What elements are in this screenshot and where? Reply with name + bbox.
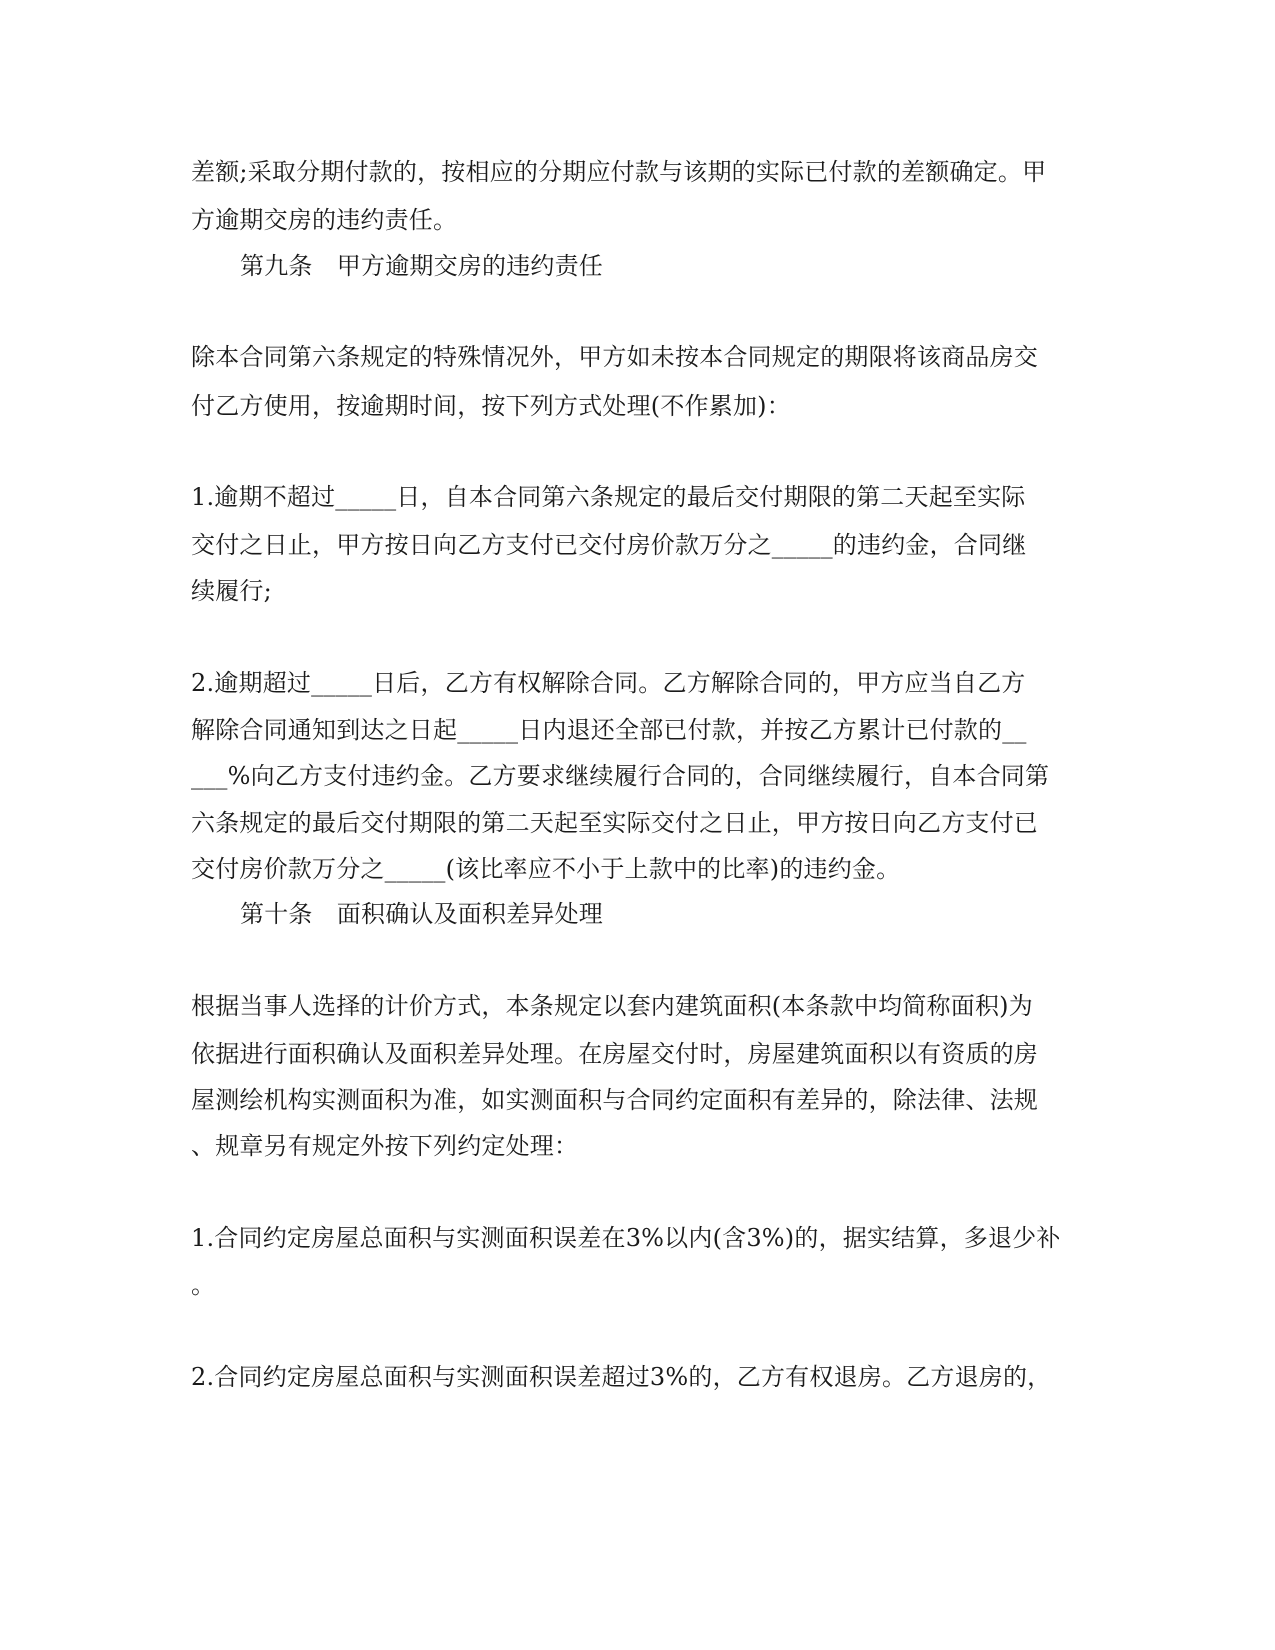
list-item-line: 解除合同通知到达之日起_____日内退还全部已付款，并按乙方累计已付款的__ — [191, 716, 1027, 744]
body-line: 、规章另有规定外按下列约定处理： — [191, 1132, 579, 1160]
list-item-line: 2.合同约定房屋总面积与实测面积误差超过3%的，乙方有权退房。乙方退房的， — [191, 1363, 1052, 1391]
list-item-line: 2.逾期超过_____日后，乙方有权解除合同。乙方解除合同的，甲方应当自乙方 — [191, 669, 1026, 697]
list-item-line: 1.逾期不超过_____日，自本合同第六条规定的最后交付期限的第二天起至实际 — [191, 483, 1026, 511]
list-item-line: 六条规定的最后交付期限的第二天起至实际交付之日止，甲方按日向乙方支付已 — [191, 809, 1038, 837]
body-line: 付乙方使用，按逾期时间，按下列方式处理(不作累加)： — [191, 392, 791, 420]
section-heading-article-10: 第十条 面积确认及面积差异处理 — [240, 900, 603, 928]
list-item-line: 交付之日止，甲方按日向乙方支付已交付房价款万分之_____的违约金，合同继 — [191, 531, 1027, 559]
body-line: 差额;采取分期付款的，按相应的分期应付款与该期的实际已付款的差额确定。甲 — [191, 158, 1047, 186]
body-line: 根据当事人选择的计价方式，本条规定以套内建筑面积(本条款中均简称面积)为 — [191, 992, 1033, 1020]
body-line: 依据进行面积确认及面积差异处理。在房屋交付时，房屋建筑面积以有资质的房 — [191, 1040, 1038, 1068]
list-item-line: 交付房价款万分之_____(该比率应不小于上款中的比率)的违约金。 — [191, 855, 901, 883]
body-line: 屋测绘机构实测面积为准，如实测面积与合同约定面积有差异的，除法律、法规 — [191, 1086, 1038, 1114]
list-item-line: 1.合同约定房屋总面积与实测面积误差在3%以内(含3%)的，据实结算，多退少补 — [191, 1224, 1061, 1252]
list-item-line: 续履行; — [191, 577, 272, 605]
section-heading-article-9: 第九条 甲方逾期交房的违约责任 — [240, 252, 603, 280]
body-line: 方逾期交房的违约责任。 — [191, 206, 458, 234]
list-item-line: 。 — [191, 1271, 216, 1299]
list-item-line: ___%向乙方支付违约金。乙方要求继续履行合同的，合同继续履行，自本合同第 — [191, 762, 1050, 790]
body-line: 除本合同第六条规定的特殊情况外，甲方如未按本合同规定的期限将该商品房交 — [191, 343, 1038, 371]
